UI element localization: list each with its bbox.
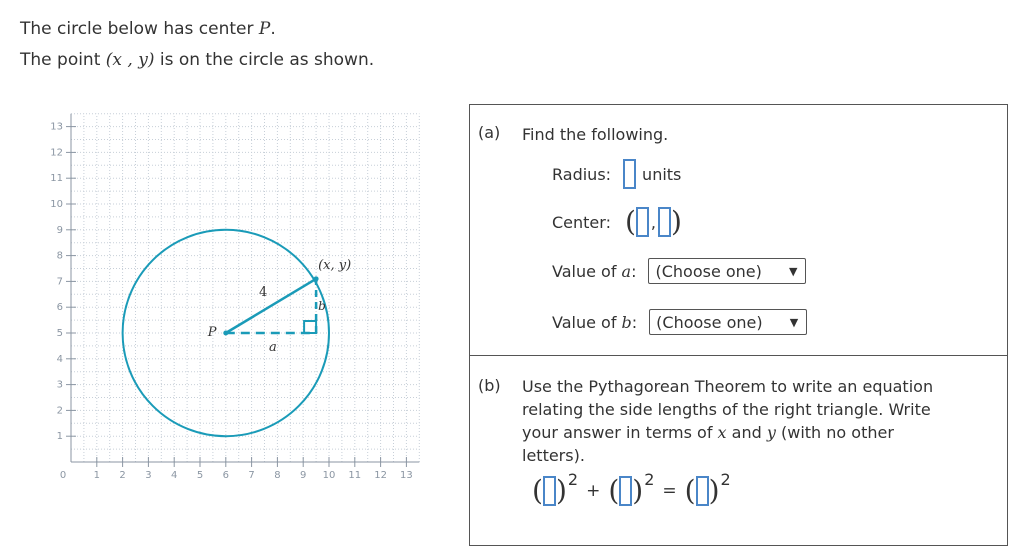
instruction-line: relating the side lengths of the right triangle. Write (522, 400, 931, 419)
leg-b-label: b (318, 298, 326, 313)
radius-input[interactable] (623, 159, 636, 189)
center-point (223, 331, 228, 336)
y-tick-label: 9 (56, 224, 63, 236)
y-tick-label: 13 (50, 121, 63, 133)
y-tick-label: 10 (50, 199, 63, 210)
prompt-text: The point (20, 50, 106, 70)
x-tick-label: 11 (348, 470, 362, 481)
term-3-input[interactable] (696, 476, 709, 506)
term-2-input[interactable] (619, 476, 632, 506)
circle-point (314, 276, 319, 281)
radius-label: Radius: (552, 164, 612, 184)
x-tick-label: 13 (400, 470, 413, 481)
radius-segment (226, 279, 316, 333)
prompt-text: . (270, 19, 276, 39)
y-tick-label: 11 (50, 173, 63, 185)
value-a-row (552, 258, 806, 284)
y-tick-label: 4 (56, 353, 63, 365)
x-tick-label: 10 (322, 470, 336, 481)
part-b-label: (b) (478, 376, 501, 395)
close-paren: ) (671, 205, 682, 238)
open-paren: ( (624, 205, 636, 238)
part-a-instruction: Find the following. (522, 125, 669, 144)
y-tick-label: 2 (56, 405, 63, 417)
center-label: Center: (552, 212, 611, 232)
y-tick-label: 12 (50, 147, 63, 159)
instruction-line: letters). (522, 446, 585, 465)
center-label: P (207, 325, 217, 340)
grid-lines (71, 114, 419, 462)
radius-unit: units (642, 164, 682, 184)
leg-a-label: a (268, 340, 277, 355)
value-b-row (552, 309, 807, 335)
x-tick-label: 9 (300, 470, 307, 481)
value-b-label: Value of b: (552, 312, 638, 332)
close-paren: ) (632, 474, 644, 507)
prompt-text: is on the circle as shown. (154, 50, 375, 70)
value-b-select-text: (Choose one) (656, 312, 763, 332)
value-a-select-text: (Choose one) (655, 261, 762, 281)
y-tick-label: 3 (56, 379, 63, 391)
part-a-label: (a) (478, 123, 501, 142)
prompt-var-p: P (258, 19, 271, 39)
pythagorean-equation (532, 469, 731, 507)
value-b-select[interactable] (649, 309, 807, 335)
x-tick-label: 8 (274, 470, 281, 481)
x-tick-label: 2 (119, 470, 126, 481)
value-a-label: Value of a: (552, 261, 637, 281)
y-tick-label: 8 (56, 250, 63, 262)
instruction-line: Use the Pythagorean Theorem to write an equation (522, 377, 934, 396)
y-tick-label: 6 (56, 302, 63, 314)
x-tick-label: 0 (59, 470, 67, 481)
instruction-line: your answer in terms of x and y (with no other (522, 423, 894, 442)
part-a-panel (469, 104, 1008, 356)
point-label: (x, y) (318, 257, 352, 273)
close-paren: ) (555, 474, 567, 507)
prompt-text: The circle below has center (20, 19, 259, 39)
center-x-input[interactable] (636, 207, 649, 237)
x-tick-label: 3 (145, 470, 152, 481)
x-tick-label: 1 (93, 470, 100, 481)
x-tick-label: 4 (171, 470, 178, 481)
term-1-input[interactable] (543, 476, 556, 506)
y-tick-label: 7 (56, 276, 63, 288)
exponent: 2 (720, 469, 731, 489)
y-tick-label: 1 (56, 431, 63, 443)
prompt-point: (x , y) (105, 50, 155, 70)
plus-sign: + (586, 481, 601, 501)
close-paren: ) (708, 474, 720, 507)
part-b-instruction (522, 375, 933, 467)
coordinate-graph (0, 0, 460, 557)
x-tick-label: 5 (196, 470, 204, 481)
hypotenuse-label: 4 (258, 284, 268, 300)
x-tick-label: 6 (222, 470, 229, 481)
dropdown-arrow-icon: ▼ (789, 264, 798, 278)
x-tick-label: 7 (248, 470, 255, 481)
right-angle-marker (304, 321, 316, 333)
open-paren: ( (608, 474, 620, 507)
dropdown-arrow-icon: ▼ (789, 315, 799, 329)
open-paren: ( (684, 474, 696, 507)
equals-sign: = (662, 481, 677, 501)
exponent: 2 (567, 469, 579, 489)
exponent: 2 (644, 469, 655, 489)
center-y-input[interactable] (658, 207, 671, 237)
axis-ticks (50, 122, 413, 481)
y-tick-label: 5 (56, 328, 63, 339)
center-row (552, 207, 682, 237)
x-tick-label: 12 (374, 470, 387, 481)
comma: , (650, 212, 656, 232)
open-paren: ( (532, 474, 543, 507)
part-b-panel (469, 355, 1008, 546)
value-a-select[interactable] (648, 258, 806, 284)
radius-row (552, 159, 681, 189)
